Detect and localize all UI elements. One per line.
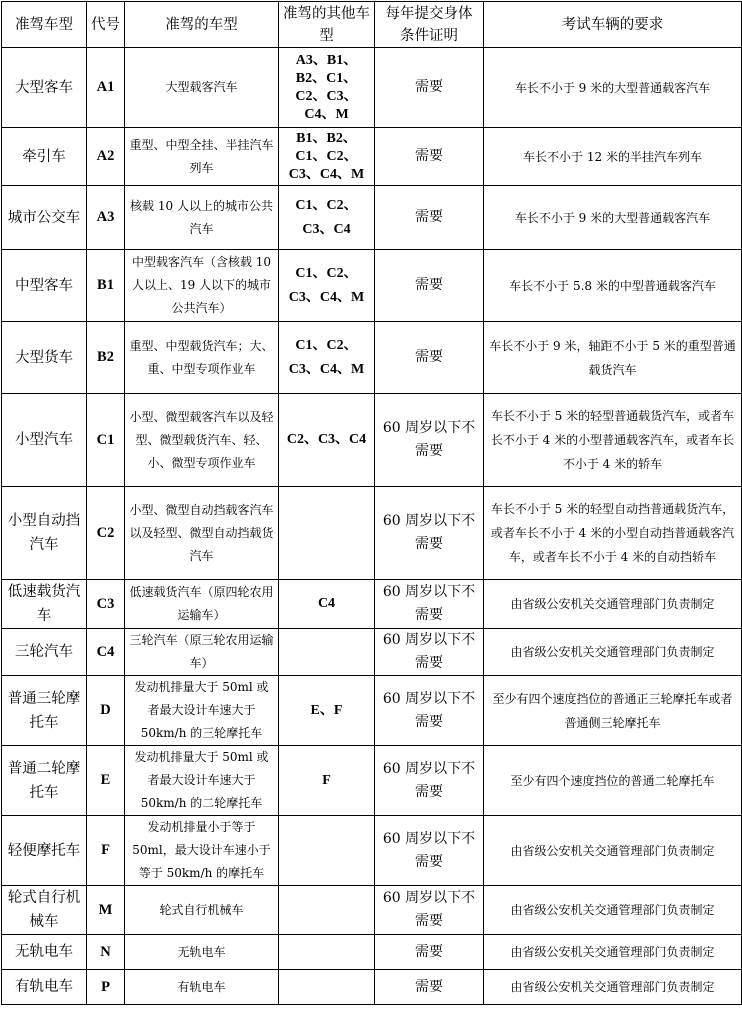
cell-other: B1、B2、C1、C2、C3、C4、M (279, 128, 375, 186)
cell-exam: 60 周岁以下不需要 (375, 886, 484, 935)
cell-type: 普通二轮摩托车 (2, 746, 87, 816)
cell-exam: 60 周岁以下不需要 (375, 487, 484, 580)
cell-requirement: 由省级公安机关交通管理部门负责制定 (484, 970, 742, 1005)
table-row (2, 394, 742, 487)
cell-type: 轮式自行机械车 (2, 886, 87, 935)
cell-code: C2 (87, 487, 125, 580)
cell-vehicles: 小型、微型自动挡载客汽车以及轻型、微型自动挡载货汽车 (125, 487, 279, 580)
cell-code: B1 (87, 250, 125, 322)
cell-requirement: 由省级公安机关交通管理部门负责制定 (484, 629, 742, 676)
table-row (2, 970, 742, 1005)
cell-vehicles: 轮式自行机械车 (125, 886, 279, 935)
cell-type: 三轮汽车 (2, 629, 87, 676)
cell-requirement: 车长不小于 5 米的轻型普通载货汽车，或者车长不小于 4 米的小型普通载客汽车，或者车长不小于 4 米的轿车 (484, 394, 742, 487)
cell-requirement: 由省级公安机关交通管理部门负责制定 (484, 886, 742, 935)
cell-code: A3 (87, 186, 125, 250)
cell-code: C3 (87, 580, 125, 629)
cell-requirement: 车长不小于 9 米，轴距不小于 5 米的重型普通载货汽车 (484, 322, 742, 394)
cell-exam: 需要 (375, 250, 484, 322)
cell-vehicles: 低速载货汽车（原四轮农用运输车） (125, 580, 279, 629)
cell-code: E (87, 746, 125, 816)
cell-type: 普通三轮摩托车 (2, 676, 87, 746)
cell-vehicles: 有轨电车 (125, 970, 279, 1005)
cell-vehicles: 无轨电车 (125, 935, 279, 970)
cell-vehicles: 大型载客汽车 (125, 48, 279, 128)
license-class-table (1, 1, 742, 1005)
header-other: 准驾的其他车型 (279, 2, 375, 48)
cell-exam: 需要 (375, 48, 484, 128)
cell-type: 小型自动挡汽车 (2, 487, 87, 580)
cell-other: F (279, 746, 375, 816)
cell-other (279, 629, 375, 676)
cell-requirement: 车长不小于 9 米的大型普通载客汽车 (484, 48, 742, 128)
table-row (2, 487, 742, 580)
cell-type: 牵引车 (2, 128, 87, 186)
header-vehicles: 准驾的车型 (125, 2, 279, 48)
cell-requirement: 车长不小于 12 米的半挂汽车列车 (484, 128, 742, 186)
cell-vehicles: 发动机排量大于 50ml 或者最大设计车速大于 50km/h 的三轮摩托车 (125, 676, 279, 746)
cell-other (279, 970, 375, 1005)
cell-requirement: 车长不小于 5 米的轻型自动挡普通载货汽车，或者车长不小于 4 米的小型自动挡普通载客汽车，或者车长不小于 4 米的自动挡轿车 (484, 487, 742, 580)
cell-other (279, 487, 375, 580)
cell-requirement: 车长不小于 5.8 米的中型普通载客汽车 (484, 250, 742, 322)
cell-type: 低速载货汽车 (2, 580, 87, 629)
table-row (2, 580, 742, 629)
table-row (2, 322, 742, 394)
cell-vehicles: 发动机排量大于 50ml 或者最大设计车速大于 50km/h 的二轮摩托车 (125, 746, 279, 816)
cell-other (279, 816, 375, 886)
header-row (2, 2, 742, 48)
cell-exam: 60 周岁以下不需要 (375, 629, 484, 676)
cell-exam: 需要 (375, 186, 484, 250)
cell-type: 轻便摩托车 (2, 816, 87, 886)
cell-code: F (87, 816, 125, 886)
cell-vehicles: 重型、中型全挂、半挂汽车列车 (125, 128, 279, 186)
cell-code: M (87, 886, 125, 935)
cell-vehicles: 三轮汽车（原三轮农用运输车） (125, 629, 279, 676)
cell-other: C1、C2、C3、C4、M (279, 322, 375, 394)
cell-requirement: 至少有四个速度挡位的普通二轮摩托车 (484, 746, 742, 816)
cell-exam: 60 周岁以下不需要 (375, 394, 484, 487)
cell-other: A3、B1、B2、C1、C2、C3、C4、M (279, 48, 375, 128)
cell-type: 小型汽车 (2, 394, 87, 487)
table-row (2, 886, 742, 935)
cell-exam: 60 周岁以下不需要 (375, 816, 484, 886)
cell-other: C1、C2、C3、C4、M (279, 250, 375, 322)
cell-type: 城市公交车 (2, 186, 87, 250)
cell-other: C4 (279, 580, 375, 629)
cell-other (279, 886, 375, 935)
cell-requirement: 车长不小于 9 米的大型普通载客汽车 (484, 186, 742, 250)
cell-vehicles: 小型、微型载客汽车以及轻型、微型载货汽车、轻、小、微型专项作业车 (125, 394, 279, 487)
cell-requirement: 至少有四个速度挡位的普通正三轮摩托车或者普通侧三轮摩托车 (484, 676, 742, 746)
header-type: 准驾车型 (2, 2, 87, 48)
table-row (2, 128, 742, 186)
cell-vehicles: 重型、中型载货汽车；大、重、中型专项作业车 (125, 322, 279, 394)
cell-requirement: 由省级公安机关交通管理部门负责制定 (484, 816, 742, 886)
cell-exam: 需要 (375, 970, 484, 1005)
table-row (2, 676, 742, 746)
table-row (2, 935, 742, 970)
cell-code: C4 (87, 629, 125, 676)
cell-exam: 需要 (375, 322, 484, 394)
cell-exam: 60 周岁以下不需要 (375, 580, 484, 629)
cell-code: B2 (87, 322, 125, 394)
table-row (2, 186, 742, 250)
cell-code: C1 (87, 394, 125, 487)
header-code: 代号 (87, 2, 125, 48)
cell-type: 有轨电车 (2, 970, 87, 1005)
cell-exam: 需要 (375, 128, 484, 186)
cell-exam: 60 周岁以下不需要 (375, 746, 484, 816)
header-exam: 每年提交身体条件证明 (375, 2, 484, 48)
cell-code: A2 (87, 128, 125, 186)
cell-code: P (87, 970, 125, 1005)
cell-requirement: 由省级公安机关交通管理部门负责制定 (484, 935, 742, 970)
table-row (2, 250, 742, 322)
cell-code: A1 (87, 48, 125, 128)
cell-other: E、F (279, 676, 375, 746)
table-row (2, 48, 742, 128)
cell-other: C2、C3、C4 (279, 394, 375, 487)
cell-type: 大型客车 (2, 48, 87, 128)
header-requirement: 考试车辆的要求 (484, 2, 742, 48)
cell-other (279, 935, 375, 970)
cell-code: D (87, 676, 125, 746)
cell-other: C1、C2、C3、C4 (279, 186, 375, 250)
cell-requirement: 由省级公安机关交通管理部门负责制定 (484, 580, 742, 629)
table-row (2, 816, 742, 886)
cell-type: 大型货车 (2, 322, 87, 394)
cell-type: 中型客车 (2, 250, 87, 322)
cell-exam: 需要 (375, 935, 484, 970)
cell-vehicles: 核载 10 人以上的城市公共汽车 (125, 186, 279, 250)
cell-type: 无轨电车 (2, 935, 87, 970)
cell-vehicles: 中型载客汽车（含核载 10 人以上、19 人以下的城市公共汽车） (125, 250, 279, 322)
table-row (2, 746, 742, 816)
cell-code: N (87, 935, 125, 970)
cell-exam: 60 周岁以下不需要 (375, 676, 484, 746)
table-row (2, 629, 742, 676)
cell-vehicles: 发动机排量小于等于 50ml，最大设计车速小于等于 50km/h 的摩托车 (125, 816, 279, 886)
